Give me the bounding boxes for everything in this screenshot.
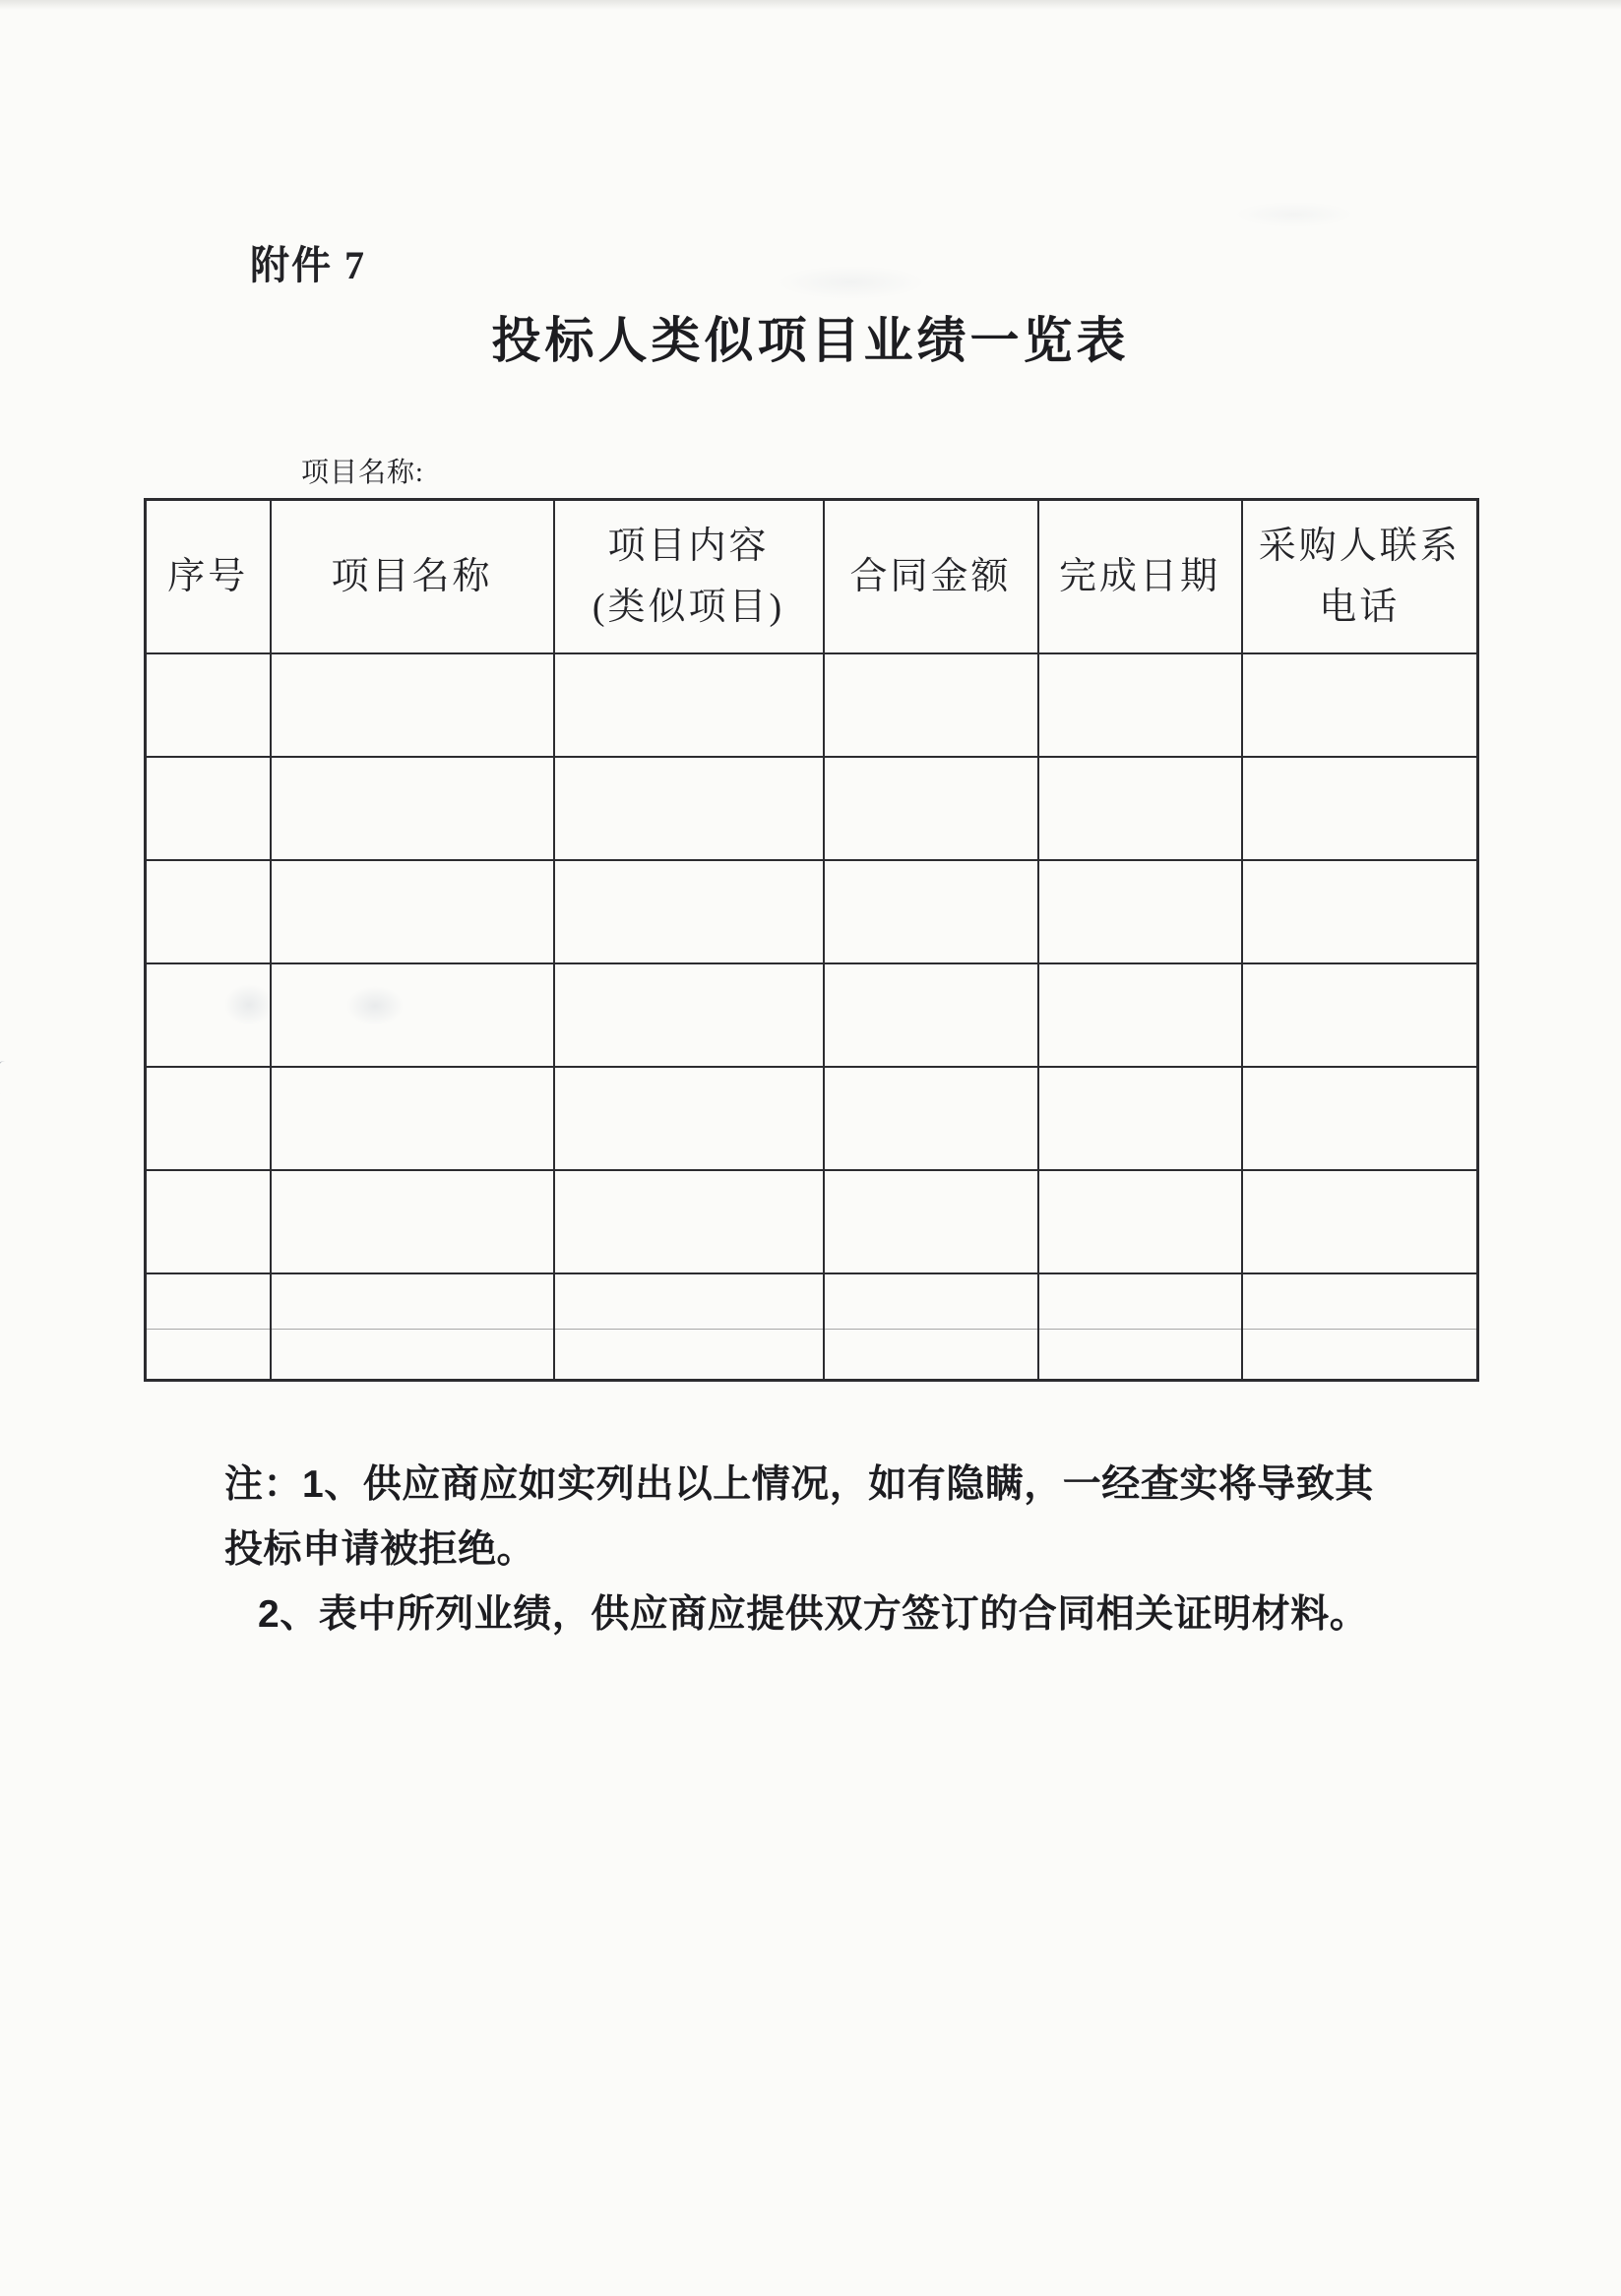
note-line-1: 注：1、供应商应如实列出以上情况，如有隐瞒，一经查实将导致其 bbox=[224, 1463, 1374, 1506]
table-cell-empty bbox=[271, 963, 554, 1067]
table-row bbox=[146, 1170, 1478, 1273]
table-row bbox=[146, 963, 1478, 1067]
table-cell-empty bbox=[146, 653, 271, 757]
table-row bbox=[146, 1067, 1478, 1170]
scan-smudge bbox=[778, 266, 925, 299]
table-row bbox=[146, 757, 1478, 860]
table-cell-empty bbox=[1242, 1067, 1478, 1170]
table-cell-empty bbox=[1038, 1170, 1242, 1273]
table-cell-empty bbox=[824, 757, 1038, 860]
table-cell-empty bbox=[1242, 963, 1478, 1067]
table-cell-empty bbox=[1242, 757, 1478, 860]
performance-table bbox=[144, 498, 1479, 1382]
page-title: 投标人类似项目业绩一览表 bbox=[491, 313, 1130, 368]
table-cell-empty bbox=[1242, 1170, 1478, 1273]
table-cell-empty bbox=[146, 860, 271, 963]
table-cell-empty bbox=[1038, 653, 1242, 757]
notes-section bbox=[224, 1453, 1445, 1647]
attachment-label: 附件 7 bbox=[250, 243, 366, 287]
table-cell-empty bbox=[271, 653, 554, 757]
table-row bbox=[146, 653, 1478, 757]
table-cell-empty bbox=[1242, 860, 1478, 963]
table-cell-empty bbox=[146, 1273, 271, 1330]
table-cell-empty bbox=[1038, 1273, 1242, 1330]
table-row bbox=[146, 860, 1478, 963]
table-cell-empty bbox=[146, 757, 271, 860]
table-cell-empty bbox=[1038, 1330, 1242, 1381]
table-row bbox=[146, 1273, 1478, 1330]
table-cell-empty bbox=[824, 1273, 1038, 1330]
table-row bbox=[146, 1330, 1478, 1381]
table-cell-empty bbox=[146, 963, 271, 1067]
table-header-row bbox=[146, 500, 1478, 653]
table-cell-empty bbox=[1038, 963, 1242, 1067]
table-cell-empty bbox=[1242, 1330, 1478, 1381]
table-cell-empty bbox=[824, 653, 1038, 757]
table-cell-empty bbox=[824, 1067, 1038, 1170]
table-cell-empty bbox=[1038, 860, 1242, 963]
note-line-2: 投标申请被拒绝。 bbox=[224, 1528, 536, 1571]
project-name-label: 项目名称: bbox=[301, 458, 424, 488]
column-header-completion-date: 完成日期 bbox=[1038, 500, 1242, 653]
table-cell-empty bbox=[271, 1330, 554, 1381]
table-cell-empty bbox=[824, 860, 1038, 963]
scan-edge-mark bbox=[0, 1060, 15, 1096]
table-cell-empty bbox=[271, 1170, 554, 1273]
column-header-purchaser-phone: 采购人联系 电话 bbox=[1242, 500, 1478, 653]
table-cell-empty bbox=[554, 757, 824, 860]
table-cell-empty bbox=[1038, 1067, 1242, 1170]
column-header-serial-number: 序号 bbox=[146, 500, 271, 653]
table-cell-empty bbox=[554, 963, 824, 1067]
table-cell-empty bbox=[1038, 757, 1242, 860]
table-body bbox=[146, 653, 1478, 1381]
table-cell-empty bbox=[824, 1170, 1038, 1273]
table-cell-empty bbox=[554, 653, 824, 757]
table-cell-empty bbox=[554, 1067, 824, 1170]
scan-smudge bbox=[1235, 202, 1353, 227]
table-cell-empty bbox=[824, 963, 1038, 1067]
note-line-3: 2、表中所列业绩，供应商应提供双方签订的合同相关证明材料。 bbox=[258, 1593, 1369, 1636]
table-cell-empty bbox=[554, 1330, 824, 1381]
table-cell-empty bbox=[554, 860, 824, 963]
table-cell-empty bbox=[554, 1170, 824, 1273]
column-header-project-content: 项目内容 (类似项目) bbox=[554, 500, 824, 653]
table-cell-empty bbox=[146, 1067, 271, 1170]
table-cell-empty bbox=[271, 1273, 554, 1330]
table-cell-empty bbox=[824, 1330, 1038, 1381]
table-cell-empty bbox=[554, 1273, 824, 1330]
table-cell-empty bbox=[1242, 653, 1478, 757]
table-cell-empty bbox=[146, 1170, 271, 1273]
column-header-contract-amount: 合同金额 bbox=[824, 500, 1038, 653]
table-cell-empty bbox=[271, 1067, 554, 1170]
column-header-project-name: 项目名称 bbox=[271, 500, 554, 653]
table-cell-empty bbox=[146, 1330, 271, 1381]
table-cell-empty bbox=[271, 860, 554, 963]
table-cell-empty bbox=[1242, 1273, 1478, 1330]
table-cell-empty bbox=[271, 757, 554, 860]
scan-edge-shading bbox=[0, 0, 1621, 10]
